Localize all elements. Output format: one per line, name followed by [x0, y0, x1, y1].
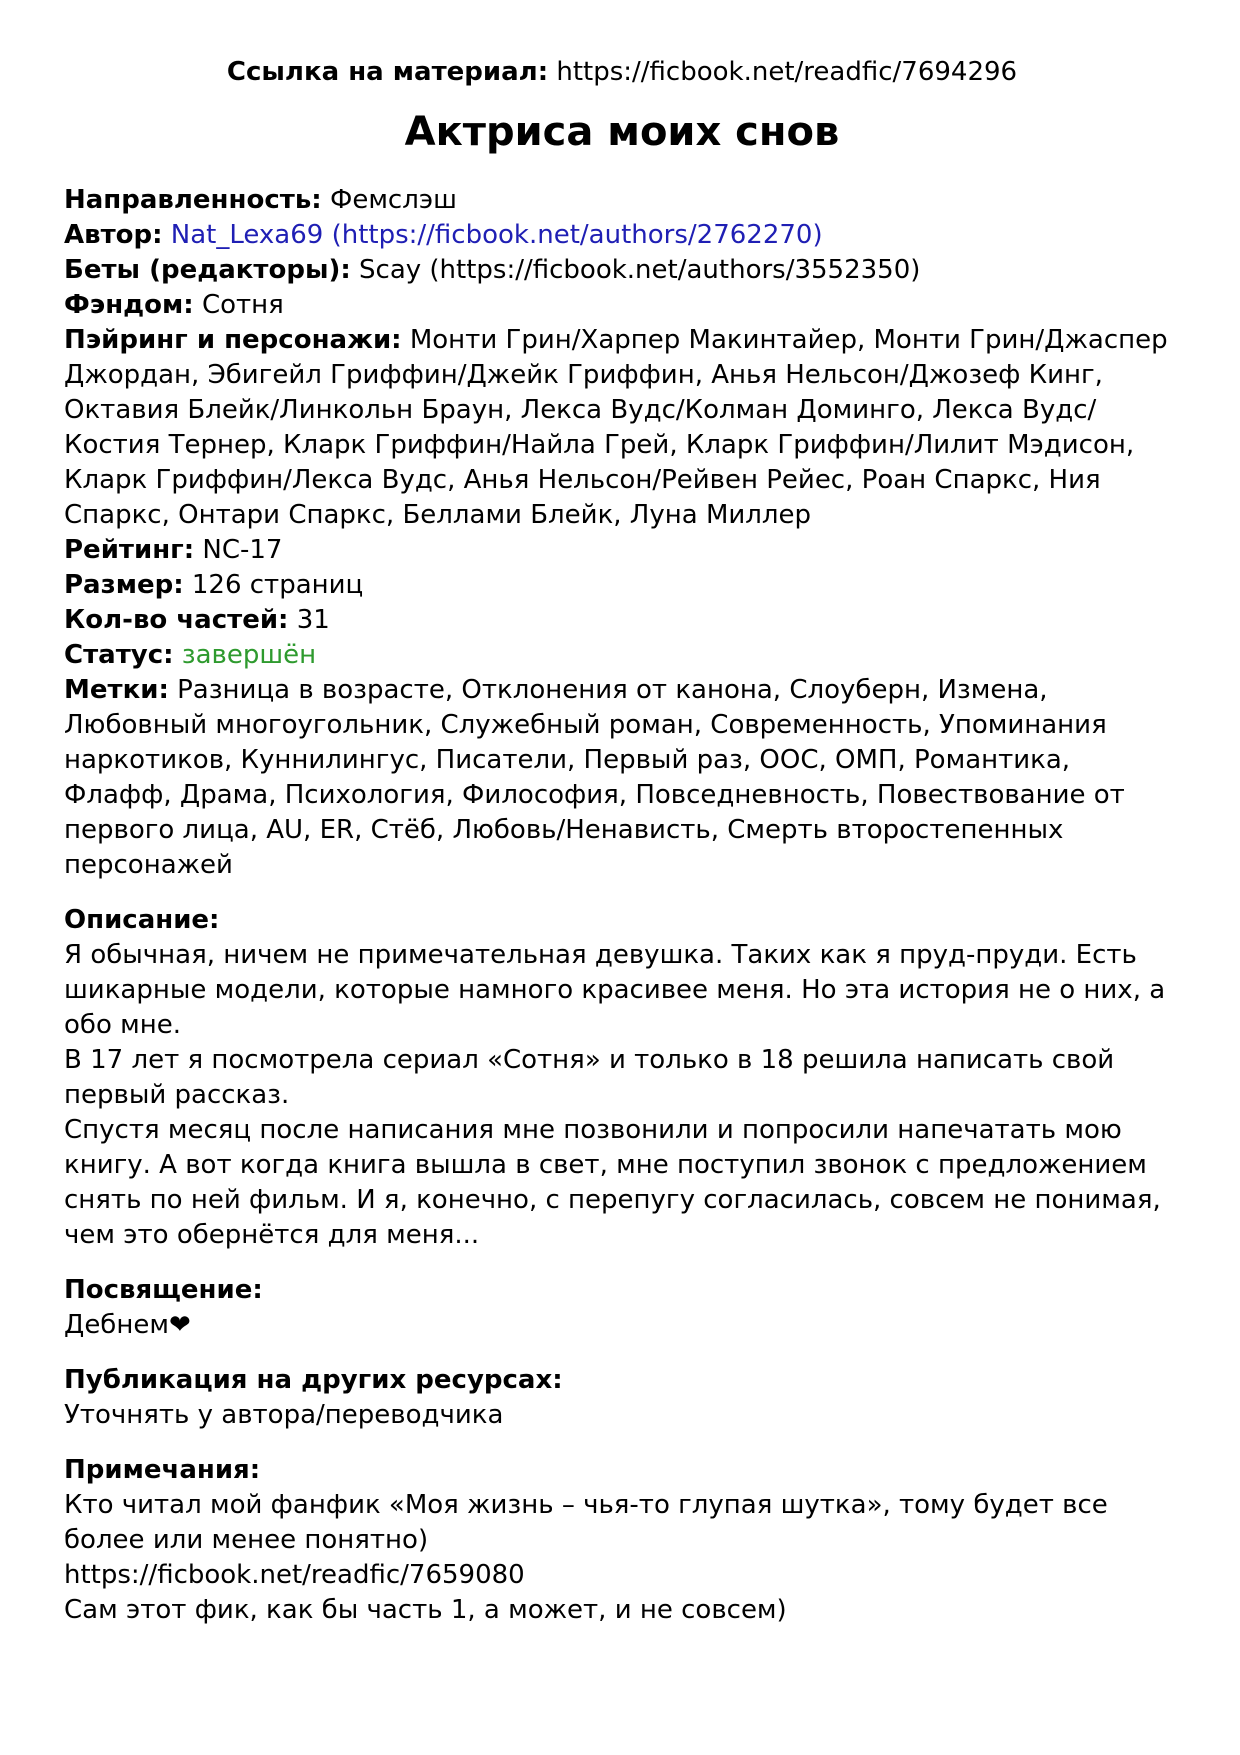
meta-line-rating [64, 533, 1180, 568]
meta-value-fandom: Сотня [201, 290, 284, 320]
status-badge: завершён [181, 640, 317, 670]
notes-paragraph: https://ficbook.net/readfic/7659080 [64, 1560, 525, 1590]
meta-line-parts [64, 603, 1180, 638]
meta-label-fandom: Фэндом: [64, 290, 194, 320]
meta-label-parts: Кол-во частей: [64, 605, 289, 635]
description-paragraph: Я обычная, ничем не примечательная девушка. Таких как я пруд-пруди. Есть шикарные модели, которые намного красивее меня. Но эта история не о них, а обо мне. [64, 940, 1166, 1040]
dedication-paragraph: Дебнем❤ [64, 1310, 191, 1340]
publication-paragraph: Уточнять у автора/переводчика [64, 1400, 504, 1430]
author-link[interactable]: Nat_Lexa69 (https://ficbook.net/authors/2762270) [170, 220, 823, 250]
meta-label-rating: Рейтинг: [64, 535, 195, 565]
notes-paragraph: Кто читал мой фанфик «Моя жизнь – чья-то глупая шутка», тому будет все более или менее понятно) [64, 1490, 1108, 1555]
meta-label-tags: Метки: [64, 675, 169, 705]
meta-value-pairings: Монти Грин/Харпер Макинтайер, Монти Грин/Джаспер Джордан, Эбигейл Гриффин/Джейк Гриффин, Анья Нельсон/Джозеф Кинг, Октавия Блейк/Линкольн Браун, Лекса Вудс/Колман Доминго, Лекса Вудс/Костия Тернер, Кларк Гриффин/Найла Грей, Кларк Гриффин/Лилит Мэдисон, Кларк Гриффин/Лекса Вудс, Анья Нельсон/Рейвен Рейес, Роан Спаркс, Ния Спаркс, Онтари Спаркс, Беллами Блейк, Луна Миллер [64, 325, 1168, 530]
page-title: Актриса моих снов [404, 109, 840, 155]
meta-value-rating: NC-17 [202, 535, 283, 565]
meta-label-size: Размер: [64, 570, 184, 600]
meta-line-pairings [64, 323, 1180, 533]
section-publication-heading: Публикация на других ресурсах: [64, 1365, 563, 1395]
description-paragraph: Спустя месяц после написания мне позвонили и попросили напечатать мою книгу. А вот когда книга вышла в свет, мне поступил звонок с предложением снять по ней фильм. И я, конечно, с перепугу согласилась, совсем не понимая, чем это обернётся для меня... [64, 1115, 1161, 1250]
notes-paragraph: Сам этот фик, как бы часть 1, а может, и не совсем) [64, 1595, 787, 1625]
meta-value-direction: Фемслэш [329, 185, 457, 215]
source-link-line [64, 55, 1180, 90]
meta-line-tags [64, 673, 1180, 883]
meta-line-author [64, 218, 1180, 253]
meta-line-betas [64, 253, 1180, 288]
section-description-heading: Описание: [64, 905, 220, 935]
meta-line-status [64, 638, 1180, 673]
meta-label-direction: Направленность: [64, 185, 322, 215]
section-publication [64, 1363, 1180, 1433]
meta-value-betas: Scay (https://ficbook.net/authors/3552350) [359, 255, 921, 285]
meta-label-pairings: Пэйринг и персонажи: [64, 325, 402, 355]
section-dedication [64, 1273, 1180, 1343]
section-dedication-heading: Посвящение: [64, 1275, 263, 1305]
meta-label-betas: Беты (редакторы): [64, 255, 351, 285]
meta-value-size: 126 страниц [191, 570, 364, 600]
meta-value-parts: 31 [296, 605, 330, 635]
section-description [64, 903, 1180, 1253]
section-notes [64, 1453, 1180, 1628]
section-notes-heading: Примечания: [64, 1455, 261, 1485]
metadata-block [64, 183, 1180, 883]
source-link-label: Ссылка на материал: [226, 57, 549, 87]
meta-label-author: Автор: [64, 220, 163, 250]
source-link-url: https://ficbook.net/readfic/7694296 [556, 57, 1018, 87]
description-paragraph: В 17 лет я посмотрела сериал «Сотня» и только в 18 решила написать свой первый рассказ. [64, 1045, 1115, 1110]
meta-label-status: Статус: [64, 640, 174, 670]
meta-line-size [64, 568, 1180, 603]
meta-line-direction [64, 183, 1180, 218]
meta-value-tags: Разница в возрасте, Отклонения от канона, Слоуберн, Измена, Любовный многоугольник, Служебный роман, Современность, Упоминания наркотиков, Куннилингус, Писатели, Первый раз, ООС, ОМП, Романтика, Флафф, Драма, Психология, Философия, Повседневность, Повествование от первого лица, AU, ER, Стёб, Любовь/Ненависть, Смерть второстепенных персонажей [64, 675, 1125, 880]
meta-line-fandom [64, 288, 1180, 323]
